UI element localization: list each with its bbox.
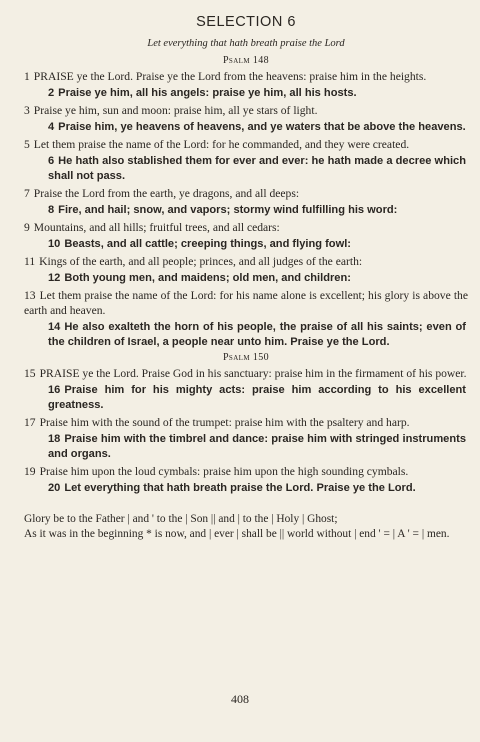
verse <box>24 154 468 184</box>
verse-number: 14 <box>48 321 61 333</box>
verse <box>24 366 468 381</box>
verse-number: 18 <box>48 433 61 445</box>
verse <box>24 288 468 318</box>
page-number: 408 <box>231 692 249 706</box>
verse <box>24 320 468 350</box>
verse-number: 5 <box>24 138 30 151</box>
verse-number: 3 <box>24 104 30 117</box>
verse-number: 2 <box>48 87 55 99</box>
verse-text: Praise him for his mighty acts: praise him according to his excellent greatness. <box>48 384 466 411</box>
verse <box>24 203 468 218</box>
verse-text: Let them praise the name of the Lord: for he commanded, and they were created. <box>33 138 410 151</box>
verse-text: Fire, and hail; snow, and vapors; stormy wind fulfilling his word: <box>58 204 398 216</box>
gloria-line: As it was in the beginning * is now, and | ever | shall be || world without | end ' = | A ' = | men. <box>24 528 450 540</box>
verse <box>24 69 468 84</box>
verse-text: Praise ye him, all his angels: praise ye him, all his hosts. <box>58 87 357 99</box>
verse-text: Let everything that hath breath praise the Lord. Praise ye the Lord. <box>64 482 416 494</box>
verse-text: Both young men, and maidens; old men, and children: <box>64 272 351 284</box>
verse-number: 13 <box>24 289 36 302</box>
verse <box>24 383 468 413</box>
verse-text: Let them praise the name of the Lord: for his name alone is excellent; his glory is above the earth and heaven. <box>24 289 468 317</box>
verse <box>24 86 468 101</box>
psalm-sections <box>24 55 468 496</box>
verse-number: 7 <box>24 187 30 200</box>
verse-number: 12 <box>48 272 61 284</box>
verse-text: He hath also stablished them for ever and ever: he hath made a decree which shall not pass. <box>48 155 466 182</box>
hymnal-page <box>24 14 468 542</box>
verse-text: Praise ye him, sun and moon: praise him, all ye stars of light. <box>33 104 318 117</box>
verse-number: 4 <box>48 121 55 133</box>
verse <box>24 464 468 479</box>
page-subtitle: Let everything that hath breath praise the Lord <box>147 38 345 49</box>
verse-text: Praise him with the sound of the trumpet: praise him with the psaltery and harp. <box>39 416 410 429</box>
verse-text: He also exalteth the horn of his people, the praise of all his saints; even of the children of Israel, a people near unto him. Praise ye the Lord. <box>48 321 466 348</box>
verse <box>24 186 468 201</box>
verse-number: 8 <box>48 204 55 216</box>
verse-number: 19 <box>24 465 36 478</box>
verse-text: Mountains, and all hills; fruitful trees, and all cedars: <box>33 221 280 234</box>
verse <box>24 271 468 286</box>
verse-number: 1 <box>24 70 30 83</box>
verse-number: 16 <box>48 384 61 396</box>
verse-text: Praise him upon the loud cymbals: praise him upon the high sounding cymbals. <box>39 465 409 478</box>
verse-text: Beasts, and all cattle; creeping things, and flying fowl: <box>64 238 351 250</box>
psalm-heading: Psalm 148 <box>222 55 270 66</box>
page-title: SELECTION 6 <box>196 14 296 30</box>
verse <box>24 415 468 430</box>
verse-number: 9 <box>24 221 30 234</box>
verse-number: 6 <box>48 155 55 167</box>
verse <box>24 137 468 152</box>
verse <box>24 432 468 462</box>
verse <box>24 254 468 269</box>
gloria-line: Glory be to the Father | and ' to the | Son || and | to the | Holy | Ghost; <box>24 513 338 525</box>
verse <box>24 237 468 252</box>
verse-number: 17 <box>24 416 36 429</box>
verse-text: Praise him, ye heavens of heavens, and ye waters that be above the heavens. <box>58 121 466 133</box>
verse-number: 10 <box>48 238 61 250</box>
gloria-patri <box>24 512 468 542</box>
verse-text: Praise him with the timbrel and dance: praise him with stringed instruments and organs. <box>48 433 466 460</box>
verse <box>24 103 468 118</box>
verse-number: 15 <box>24 367 36 380</box>
verse <box>24 220 468 235</box>
verse-number: 20 <box>48 482 61 494</box>
verse-text: PRAISE ye the Lord. Praise God in his sanctuary: praise him in the firmament of his power. <box>39 367 467 380</box>
verse-number: 11 <box>24 255 36 268</box>
psalm-section <box>24 352 468 496</box>
verse <box>24 120 468 135</box>
verse-text: PRAISE ye the Lord. Praise ye the Lord from the heavens: praise him in the heights. <box>33 70 427 83</box>
verse <box>24 481 468 496</box>
psalm-heading: Psalm 150 <box>222 352 270 363</box>
verse-text: Praise the Lord from the earth, ye dragons, and all deeps: <box>33 187 300 200</box>
verse-text: Kings of the earth, and all people; princes, and all judges of the earth: <box>39 255 363 268</box>
psalm-section <box>24 55 468 350</box>
